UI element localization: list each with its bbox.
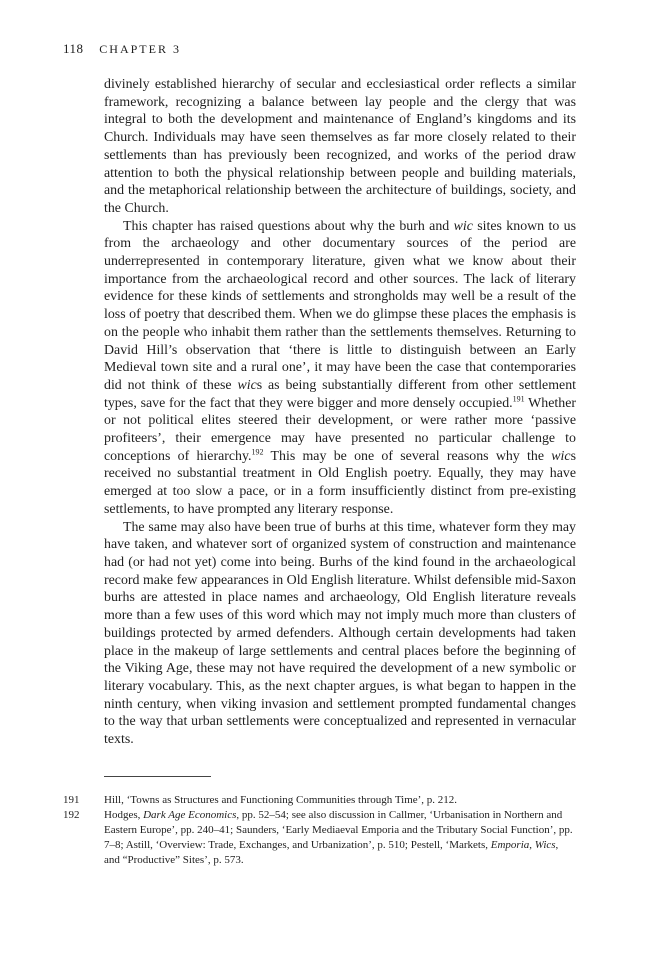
italic-term: Wics (534, 839, 556, 851)
footnote-text (104, 808, 576, 868)
italic-term: wic (551, 448, 571, 464)
footnote-ref-191[interactable]: 191 (512, 394, 525, 404)
text-run: , pp. 52–54; see also discussion in Callmer, ‘Urbanisation in Northern and Eastern Europe’, pp. 240–41; Saunders, ‘Early Mediaeval Emporia and the Tributary Social Function’, pp. 7–8; Astill, ‘Overview: Trade, Exchanges, and Urbanization’, p. 510; Pestell, ‘Markets, (104, 809, 573, 851)
footnote-text: Hill, ‘Towns as Structures and Functioning Communities through Time’, p. 212. (104, 794, 458, 806)
footnote-ref-192[interactable]: 192 (251, 447, 264, 457)
page-number: 118 (63, 41, 84, 56)
text-run: , (529, 839, 535, 851)
text-run: This chapter has raised questions about why the burh and (123, 218, 454, 234)
footnote-number: 191 (63, 794, 80, 806)
chapter-label: CHAPTER 3 (99, 42, 181, 56)
paragraph-3: The same may also have been true of burhs at this time, whatever form they may have taken, and whatever sort of organized system of construction and maintenance had (or had not yet) come into being. Burhs of the kind found in the archaeological record make few appearances in Old English literature. Whilst defensible mid-Saxon burhs are attested in place names and archaeology, Old English literature reveals more than a few uses of this word which may not imply much more than clusters of buildings protected by armed defenders. Although certain developments had taken place in the makeup of large settlements and central places before the beginning of the Viking Age, these may not have required the development of a new symbolic or literary vocabulary. This, as the next chapter argues, is what began to happen in the ninth century, when viking invasion and settlement prompted fundamental changes to the way that urban settlements were conceptualized and represented in vernacular texts. (104, 519, 576, 748)
italic-term: Emporia (490, 839, 530, 851)
body-text (104, 76, 576, 749)
text-run: s as being substantially different from other settlement types, save for the fact that they were bigger and more densely occupied. (104, 377, 577, 411)
text-run: , and “Productive” Sites’, p. 573. (104, 839, 559, 866)
footnote-191 (63, 793, 576, 808)
text-run: Hodges, (104, 809, 144, 821)
footnote-number: 192 (63, 809, 80, 821)
italic-term: wic (453, 218, 473, 234)
paragraph-2 (104, 218, 576, 519)
text-run: sites known to us from the archaeology and other documentary sources of the period are underrepresented in contemporary literature, given what we know about their importance from the archaeological record and other sources. The lack of literary evidence for these kinds of settlements and strongholds may well be a result of the loss of poetry that described them. When we do glimpse these places the emphasis is on the people who inhabit them rather than the settlements themselves. Returning to David Hill’s observation that ‘there is little to distinguish between an Early Medieval town site and a rural one’, it may have been the case that contemporaries did not think of these (104, 218, 576, 393)
text-run: s received no substantial treatment in Old English poetry. Equally, they may have emerged at too slow a pace, or in a form insufficiently distinct from pre-existing settlements, to have prompted any literary response. (104, 448, 576, 517)
footnote-192 (63, 808, 576, 868)
text-run: Whether or not political elites steered their development, or were rather more ‘passive profiteers’, their emergence may have presented no particular challenge to conceptions of hierarchy. (104, 395, 576, 464)
paragraph-1: divinely established hierarchy of secular and ecclesiastical order reflects a similar framework, recognizing a balance between lay people and the clergy that was integral to both the development and maintenance of England’s kingdoms and its Church. Individuals may have seen themselves as far more closely related to their settlements than has previously been recognized, and works of the period draw attention to both the physical relationship between people and building materials, and the metaphorical relationship between the architecture of buildings, society, and the Church. (104, 77, 576, 216)
footnote-divider (104, 776, 211, 777)
italic-term: wic (237, 377, 257, 393)
italic-title: Dark Age Economics (143, 809, 237, 821)
footnotes (63, 793, 576, 868)
running-header (63, 41, 181, 57)
text-run: This may be one of several reasons why the (263, 448, 552, 464)
